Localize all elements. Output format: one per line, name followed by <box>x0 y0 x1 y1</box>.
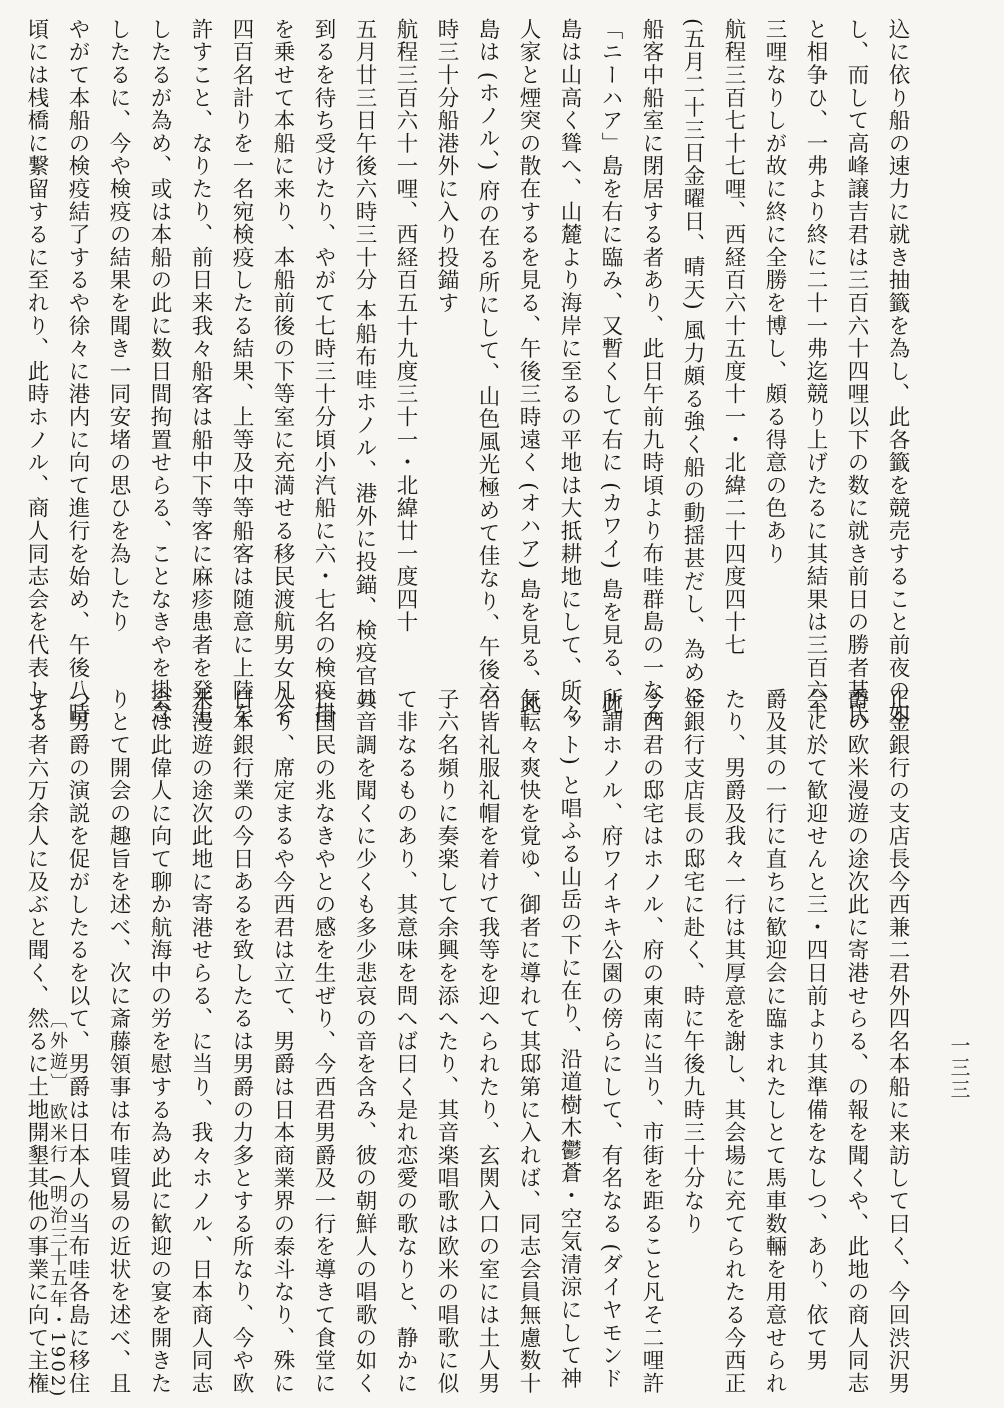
text-line: 気転々爽快を覚ゆ、御者に導れて其邸第に入れば、同志会員無慮数十 <box>516 688 541 1395</box>
text-line: ヘット) と唱ふる山岳の下に在り、沿道樹木鬱蒼・空気清涼にして神 <box>557 688 582 1390</box>
text-line: 爵の欧米漫遊の途次此に寄港せらる、の報を聞くや、此地の商人同志 <box>844 688 869 1395</box>
text-line: 五月廿三日午後六時三十分 本船布哇ホノル、港外に投錨、検疫官の <box>352 18 377 711</box>
text-line: 名皆礼服礼帽を着けて我等を迎へられたり、玄関入口の室には土人男 <box>475 688 500 1395</box>
text-line: 航程三百六十一哩、西経百五十九度三十一・北緯廿一度四十 <box>393 18 418 634</box>
upper-text-block <box>16 18 918 725</box>
text-line: 三哩なりしが故に終に全勝を博し、頗る得意の色あり <box>762 18 787 566</box>
text-line: 子六名頻りに奏楽して余興を添へたり、其音楽唱歌は欧米の唱歌に似 <box>434 688 459 1395</box>
text-line: やがて本船の検疫結了するや徐々に港内に向て進行を始め、午後八時 <box>65 18 90 725</box>
running-head: 〔外遊〕 欧米行 (明治三十五年・1902) <box>47 1010 68 1400</box>
text-line: 正金銀行の支店長今西兼二君外四名本船に来訪して曰く、今回渋沢男 <box>885 688 910 1395</box>
text-line: 島は (ホノル、) 府の在る所にして、山色風光極めて佳なり、午後六 <box>475 18 500 705</box>
text-line: 其音調を聞くに少くも多少悲哀の音を含み、彼の朝鮮人の唱歌の如く <box>352 688 377 1395</box>
text-line: 爵及其の一行に直ちに歓迎会に臨まれたしとて馬車数輛を用意せられ <box>762 688 787 1395</box>
text-line: 会に於て歓迎せんと三・四日前より其準備をなしつ、あり、依て男 <box>803 688 828 1372</box>
text-line: と相争ひ、一弗より終に二十一弗迄競り上げたるに其結果は三百六十 <box>803 18 828 725</box>
text-line: 込に依り船の速力に就き抽籤を為し、此各籤を競売すること前夜の如 <box>885 18 910 725</box>
text-line: したるが為め、或は本船の此に数日間拘置せらる、ことなきやを掛念 <box>147 18 172 725</box>
text-line: 日本銀行業の今日あるを致したるは男爵の力多とする所なり、今や欧 <box>229 688 254 1395</box>
text-line: 頃には桟橋に繋留するに至れり、此時ホノル、商人同志会を代表して <box>24 18 49 725</box>
text-line: 会は此偉人に向て聊か航海中の労を慰する為め此に歓迎の宴を開きた <box>147 688 172 1395</box>
text-line: 島は山高く聳へ、山麓より海岸に至るの平地は大抵耕地にして、所々 <box>557 18 582 725</box>
text-line: 航程三百七十七哩、西経百六十五度十一・北緯二十四度四十七 <box>721 18 746 657</box>
text-line: 金銀行支店長の邸宅に赴く、時に午後九時三十分なり <box>680 688 705 1236</box>
text-line: 許すこと、なりたり、前日来我々船客は船中下等客に麻疹患者を発生 <box>188 18 213 725</box>
text-line: 船客中船室に閉居する者あり、此日午前九時頃より布哇群島の一なる <box>639 18 664 725</box>
text-line: りとて開会の趣旨を述べ、次に斎藤領事は布哇貿易の近状を述べ、且 <box>106 688 131 1395</box>
text-line: 四百名計りを一名宛検疫したる結果、上等及中等船客は随意に上陸を <box>229 18 254 725</box>
text-line: て非なるものあり、其意味を問へば曰く是れ恋愛の歌なりと、静かに <box>393 688 418 1395</box>
text-line: 米漫遊の途次此地に寄港せらる、に当り、我々ホノル、日本商人同志 <box>188 688 213 1395</box>
text-line: 人家と煙突の散在するを見る、午後三時遠く (オハア) 島を見る、此 <box>516 18 541 715</box>
text-line: する者六万余人に及ぶと聞く、然るに土地開墾其他の事業に向て主権 <box>24 688 49 1395</box>
text-line: 今西君の邸宅はホノル、府の東南に当り、市街を距ること凡そ二哩許 <box>639 688 664 1395</box>
text-line: つ男爵の演説を促がしたるを以て、男爵は日本人の当布哇各島に移住 <box>65 688 90 1395</box>
text-line: 亡国民の兆なきやとの感を生ぜり、今西君男爵及一行を導きて食堂に <box>311 688 336 1395</box>
page-number: 一三三 <box>947 1035 971 1101</box>
text-line: し、而して高峰譲吉君は三百六十四哩以下の数に就き前日の勝者某氏 <box>844 18 869 725</box>
text-line: 到るを待ち受けたり、やがて七時三十分頃小汽船に六・七名の検疫掛 <box>311 18 336 725</box>
text-line: 所謂ホノル、府ワイキキ公園の傍らにして、有名なる (ダイヤモンド <box>598 688 623 1390</box>
text-line: 時三十分船港外に入り投錨す <box>434 18 459 315</box>
text-line: (五月二十三日金曜日、晴天) 風力頗る強く船の動揺甚だし、為めに <box>680 18 705 707</box>
text-line: 入り、席定まるや今西君は立て、男爵は日本商業界の泰斗なり、殊に <box>270 688 295 1395</box>
text-line: 「ニーハア」島を右に臨み、又暫くして右に (カワイ) 島を見る、此 <box>598 18 623 715</box>
lower-text-block <box>16 688 918 1395</box>
text-line: たり、男爵及我々一行は其厚意を謝し、其会場に充てられたる今西正 <box>721 688 746 1395</box>
text-line: したるに、今や検疫の結果を聞き一同安堵の思ひを為したり <box>106 18 131 634</box>
text-line: を乗せて本船に来り、本船前後の下等室に充満せる移民渡航男女凡そ <box>270 18 295 725</box>
